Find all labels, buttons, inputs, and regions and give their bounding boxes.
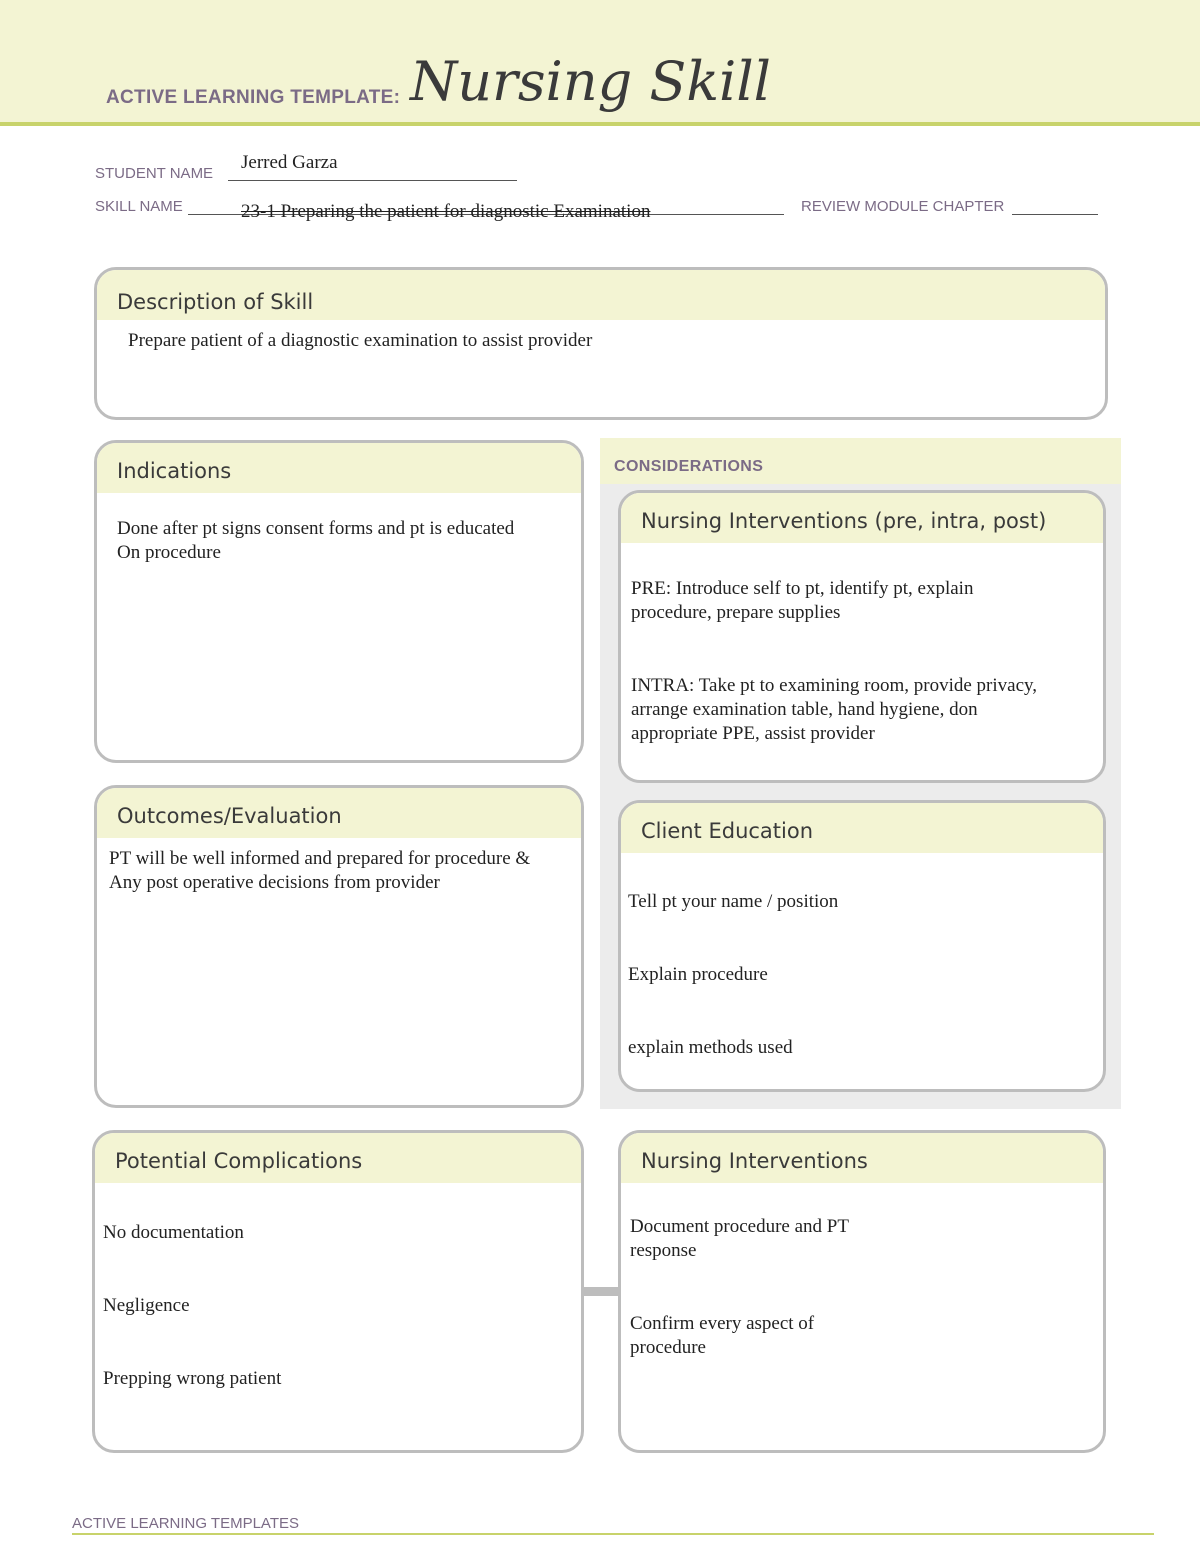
outcomes-title: Outcomes/Evaluation bbox=[97, 788, 581, 838]
description-box bbox=[94, 267, 1108, 420]
indications-text[interactable]: Done after pt signs consent forms and pt is educated On procedure bbox=[117, 518, 515, 563]
nursing-intervention-item[interactable]: Confirm every aspect of procedure bbox=[630, 1313, 815, 1358]
complication-item[interactable]: Negligence bbox=[103, 1295, 190, 1316]
client-education-item[interactable]: Tell pt your name / position bbox=[628, 891, 839, 912]
footer-rule bbox=[72, 1533, 1154, 1535]
client-education-title: Client Education bbox=[621, 803, 1103, 853]
header-rule bbox=[0, 122, 1200, 126]
nursing-interventions-title: Nursing Interventions bbox=[621, 1133, 1103, 1183]
client-education-box bbox=[618, 800, 1106, 1092]
client-education-item[interactable]: Explain procedure bbox=[628, 964, 768, 985]
client-education-body bbox=[621, 853, 1103, 1092]
template-label: ACTIVE LEARNING TEMPLATE: bbox=[106, 87, 401, 108]
indications-box bbox=[94, 440, 584, 763]
potential-complications-body bbox=[95, 1183, 581, 1440]
template-title: Nursing Skill bbox=[410, 50, 771, 113]
footer-label: ACTIVE LEARNING TEMPLATES bbox=[72, 1515, 299, 1532]
student-name-label: STUDENT NAME bbox=[95, 165, 214, 182]
nursing-interventions-body bbox=[621, 1183, 1103, 1409]
outcomes-text[interactable]: PT will be well informed and prepared for procedure & Any post operative decisions from provider bbox=[109, 848, 531, 893]
potential-complications-title: Potential Complications bbox=[95, 1133, 581, 1183]
outcomes-box bbox=[94, 785, 584, 1108]
indications-title: Indications bbox=[97, 443, 581, 493]
review-module-label: REVIEW MODULE CHAPTER bbox=[801, 198, 1005, 215]
nursing-interventions-phases-body bbox=[621, 543, 1103, 783]
intra-intervention-text[interactable]: INTRA: Take pt to examining room, provide privacy, arrange examination table, hand hygiene, don appropriate PPE, assist provider bbox=[631, 675, 1038, 744]
student-name-value[interactable]: Jerred Garza bbox=[241, 152, 338, 173]
student-name-line bbox=[228, 180, 517, 181]
description-title: Description of Skill bbox=[97, 270, 1105, 320]
client-education-item[interactable]: explain methods used bbox=[628, 1037, 793, 1058]
pre-intervention-text[interactable]: PRE: Introduce self to pt, identify pt, explain procedure, prepare supplies bbox=[631, 578, 974, 623]
nursing-intervention-item[interactable]: Document procedure and PT response bbox=[630, 1216, 849, 1261]
skill-name-value[interactable]: 23-1 Preparing the patient for diagnostic Examination bbox=[241, 201, 651, 222]
complication-item[interactable]: No documentation bbox=[103, 1222, 244, 1243]
complication-item[interactable]: Prepping wrong patient bbox=[103, 1368, 282, 1389]
description-text[interactable]: Prepare patient of a diagnostic examination to assist provider bbox=[128, 330, 593, 351]
potential-complications-box bbox=[92, 1130, 584, 1453]
nursing-interventions-box bbox=[618, 1130, 1106, 1453]
skill-name-label: SKILL NAME bbox=[95, 198, 183, 215]
review-module-line[interactable] bbox=[1012, 214, 1098, 215]
complications-connector bbox=[582, 1287, 620, 1296]
nursing-interventions-phases-title: Nursing Interventions (pre, intra, post) bbox=[621, 493, 1103, 543]
nursing-interventions-phases-box bbox=[618, 490, 1106, 783]
considerations-label: CONSIDERATIONS bbox=[614, 458, 764, 475]
